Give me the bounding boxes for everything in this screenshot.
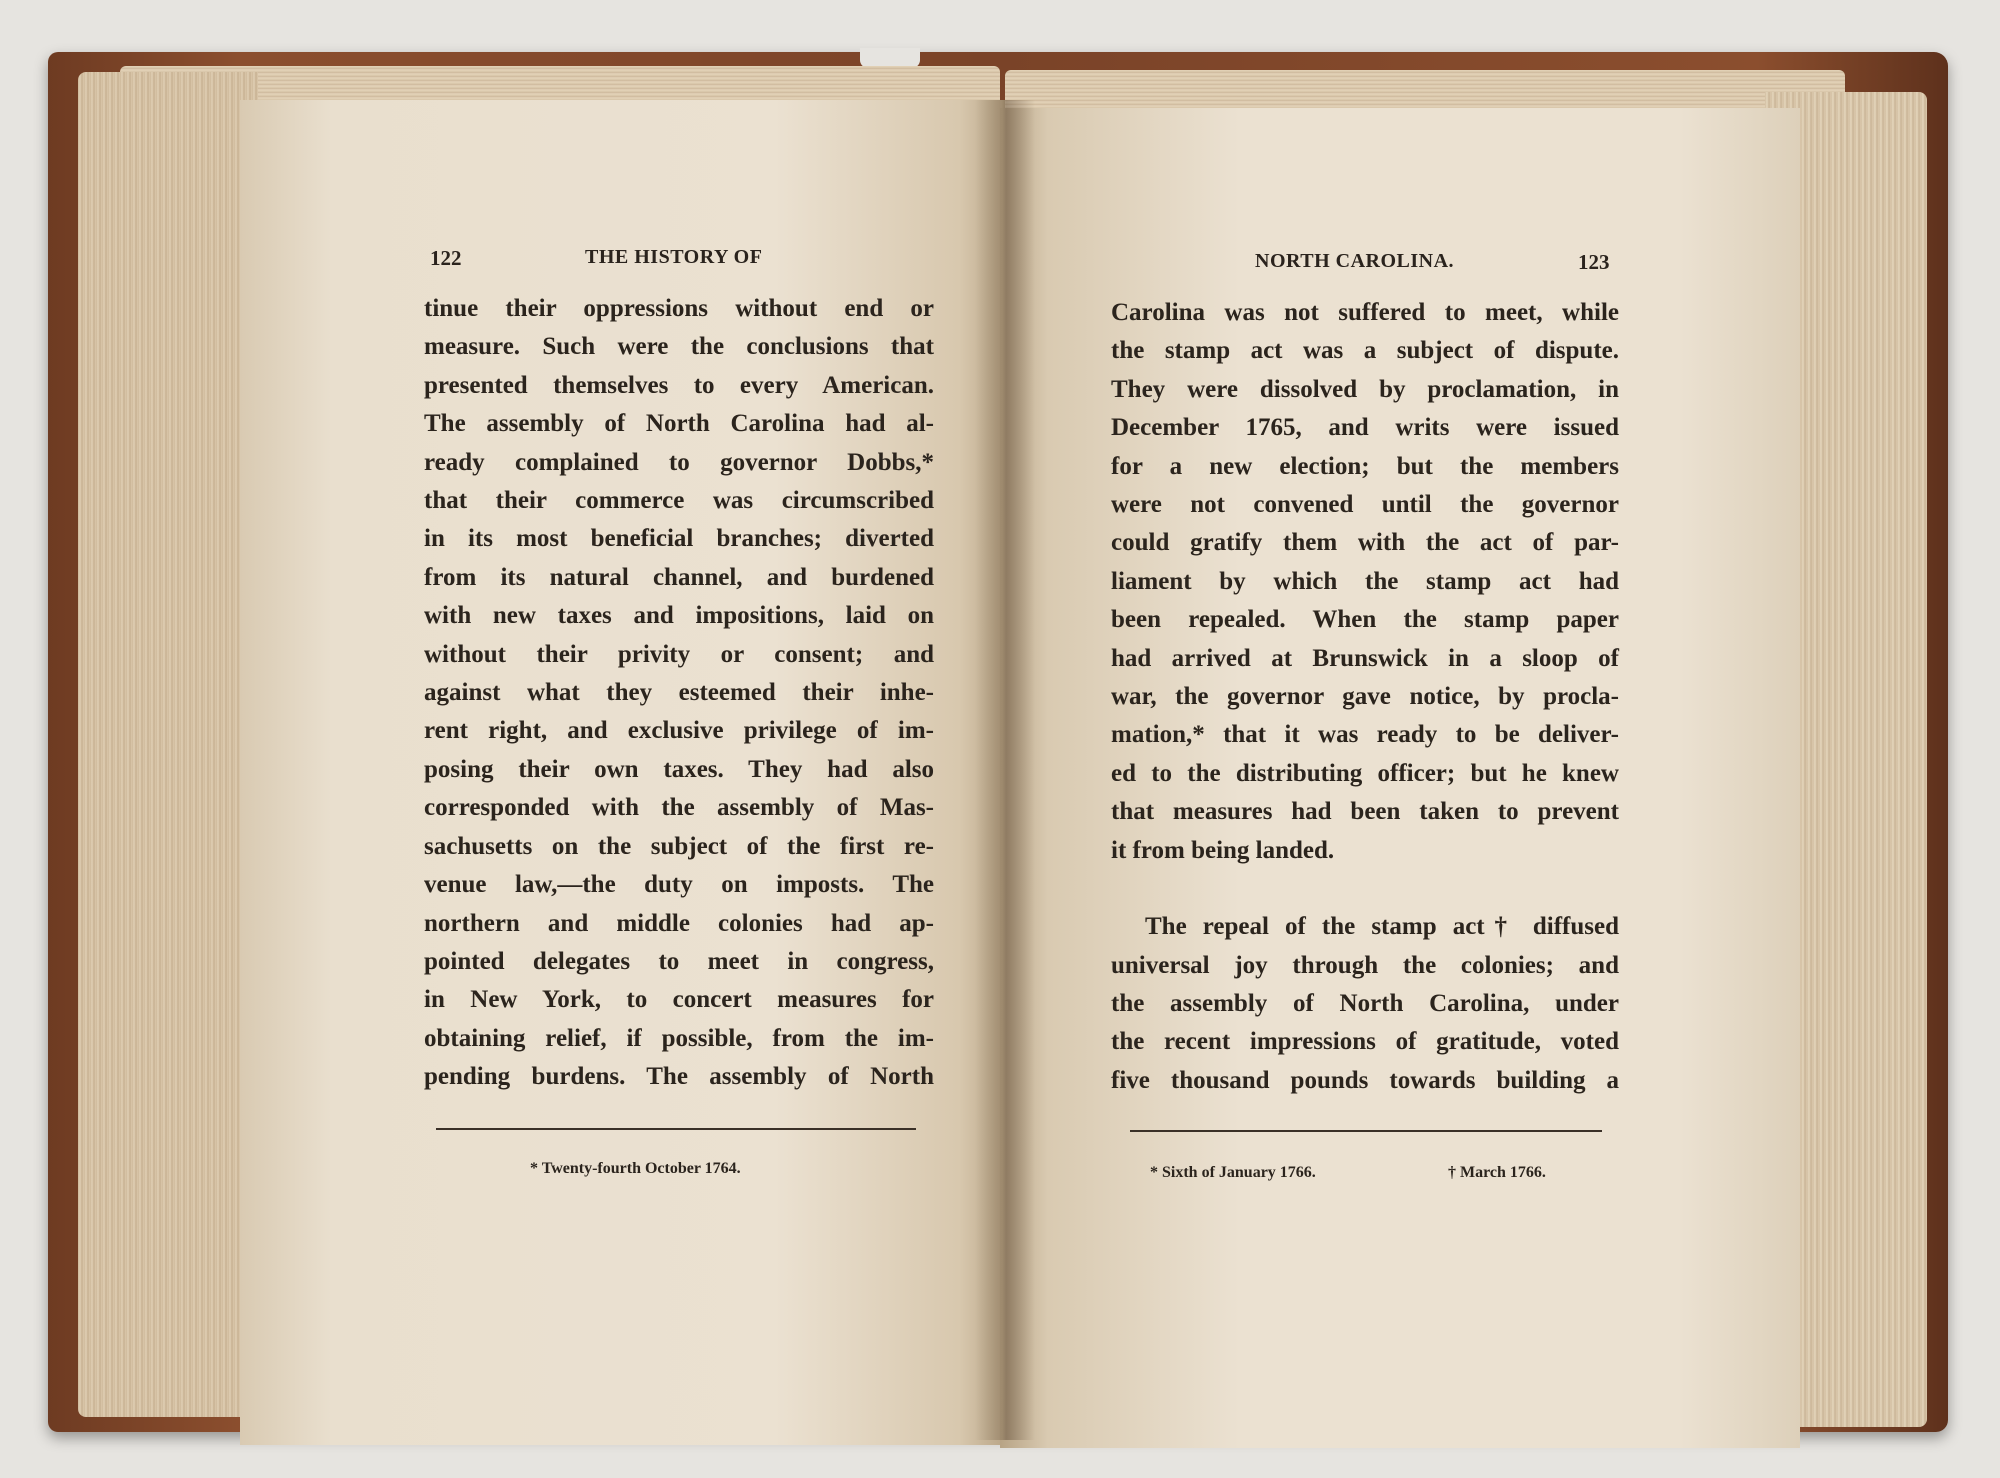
text-line: for a new election; but the members [1111,452,1619,480]
text-line: five thousand pounds towards building a [1111,1066,1619,1094]
text-line: posing their own taxes. They had also [424,755,934,783]
text-line: it from being landed. [1111,836,1335,864]
text-line: measure. Such were the conclusions that [424,333,934,361]
text-line: The assembly of North Carolina had al- [424,410,934,438]
text-line: December 1765, and writs were issued [1111,414,1619,442]
text-line: The repeal of the stamp act† diffused [1145,913,1619,941]
text-line: liament by which the stamp act had [1111,567,1619,595]
page-number-right: 123 [1578,250,1610,274]
footnote-rule-right [1130,1130,1602,1132]
text-line: in its most beneficial branches; diverted [424,525,934,553]
text-line: pending burdens. The assembly of North [424,1063,934,1091]
text-line: in New York, to concert measures for [424,986,934,1014]
footnote-right-2: † March 1766. [1448,1164,1546,1181]
page-stack-left [78,72,258,1417]
text-line: been repealed. When the stamp paper [1111,606,1619,634]
text-line: with new taxes and impositions, laid on [424,602,934,630]
text-line: from its natural channel, and burdened [424,563,934,591]
spine-tear [860,48,920,68]
text-line: against what they esteemed their inhe- [424,679,934,707]
text-line: could gratify them with the act of par- [1111,529,1619,557]
text-line: war, the governor gave notice, by procla- [1111,683,1619,711]
book-gutter [975,100,1035,1440]
text-line: mation,* that it was ready to be deliver- [1111,721,1619,749]
left-page [240,100,1005,1445]
footnote-rule-left [436,1128,916,1130]
running-head-right: NORTH CAROLINA. [1255,250,1455,272]
text-line: sachusetts on the subject of the first re- [424,832,934,860]
text-line: northern and middle colonies had ap- [424,909,934,937]
text-line: universal joy through the colonies; and [1111,951,1619,979]
text-line: ed to the distributing officer; but he knew [1111,759,1619,787]
right-page [1000,108,1800,1448]
text-line: They were dissolved by proclamation, in [1111,375,1619,403]
text-line: presented themselves to every American. [424,371,934,399]
text-line: that their commerce was circumscribed [424,487,934,515]
running-head-left: THE HISTORY OF [585,246,763,268]
text-line: the assembly of North Carolina, under [1111,989,1619,1017]
text-line: ready complained to governor Dobbs,* [424,448,934,476]
text-line: had arrived at Brunswick in a sloop of [1111,644,1619,672]
text-line: corresponded with the assembly of Mas- [424,794,934,822]
text-line: obtaining relief, if possible, from the im- [424,1024,934,1052]
text-line: tinue their oppressions without end or [424,295,934,322]
text-line: venue law,—the duty on imposts. The [424,871,934,899]
text-line: that measures had been taken to prevent [1111,798,1619,826]
text-line: were not convened until the governor [1111,491,1619,519]
right-page-body [1111,294,1619,1100]
footnote-right-1: * Sixth of January 1766. [1150,1164,1316,1181]
page-number-left: 122 [430,246,462,270]
footnote-left: * Twenty-fourth October 1764. [530,1160,741,1177]
paragraph-gap [1111,870,1619,908]
text-line: pointed delegates to meet in congress, [424,947,934,975]
text-line: Carolina was not suffered to meet, while [1111,299,1619,326]
text-line: rent right, and exclusive privilege of im- [424,717,934,745]
text-line: the stamp act was a subject of dispute. [1111,337,1619,365]
left-page-body [424,290,934,1097]
text-line: without their privity or consent; and [424,640,934,668]
text-line: the recent impressions of gratitude, voted [1111,1028,1619,1056]
